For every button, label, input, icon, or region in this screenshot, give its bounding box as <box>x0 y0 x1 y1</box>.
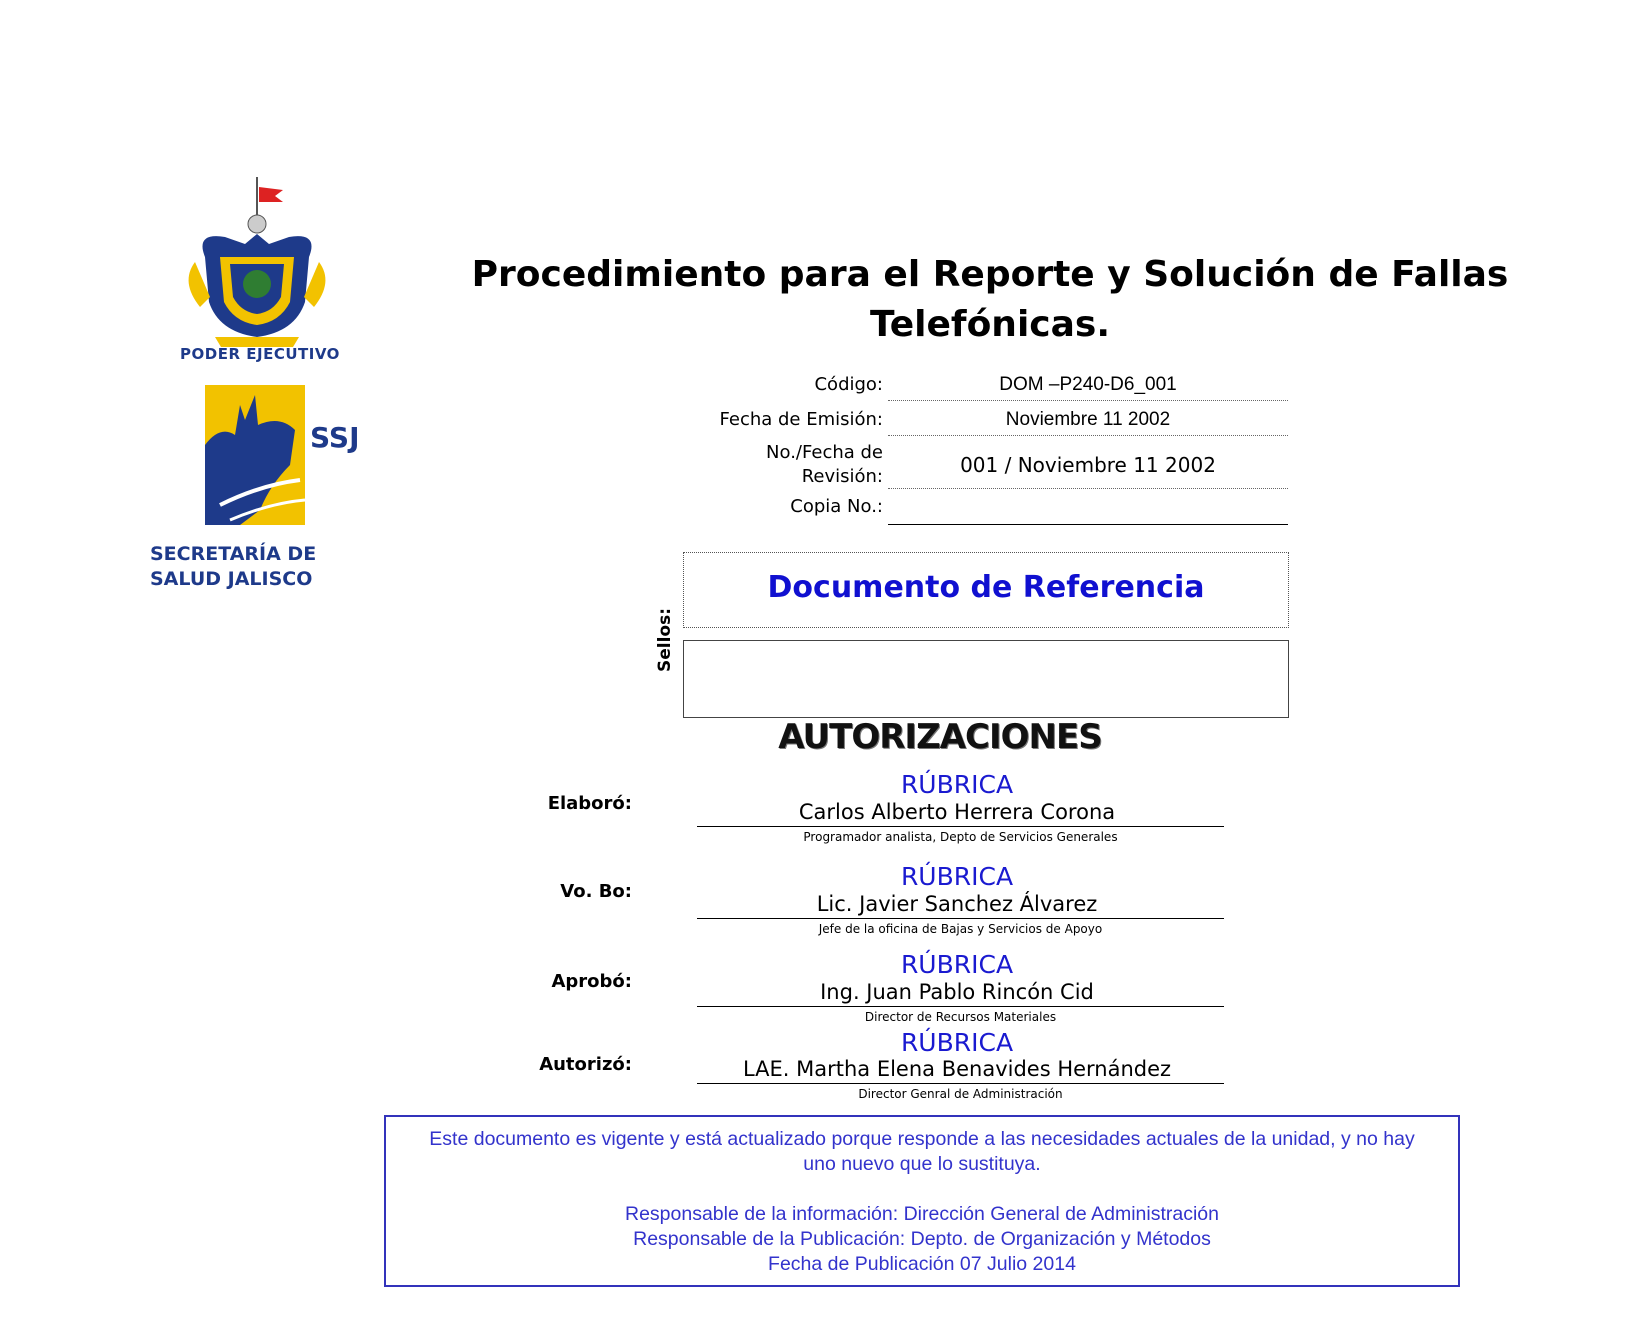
document-title <box>440 250 1540 350</box>
signer-role: Director Genral de Administración <box>858 1087 1063 1101</box>
codigo-value: DOM –P240-D6_001 <box>999 374 1177 395</box>
revision-value: 001 / Noviembre 11 2002 <box>960 453 1216 477</box>
documento-referencia-stamp: Documento de Referencia <box>767 570 1205 605</box>
secretaria-salud-text <box>150 542 350 592</box>
note-responsable-publicacion: Responsable de la Publicación: Depto. de Organización y Métodos <box>633 1228 1211 1250</box>
title-line-1: Procedimiento para el Reporte y Solución de Fallas <box>471 254 1509 295</box>
secretaria-line-2: SALUD JALISCO <box>150 568 313 590</box>
jalisco-coat-of-arms-logo <box>175 172 350 372</box>
revision-label-line-2: Revisión: <box>801 466 883 487</box>
copia-field <box>888 524 1288 525</box>
auth-label: Aprobó: <box>551 971 632 992</box>
emision-value: Noviembre 11 2002 <box>1005 409 1171 430</box>
signature-line <box>697 1083 1224 1084</box>
sellos-label: Sellos: <box>655 607 675 673</box>
signature-line <box>697 918 1224 919</box>
signer-name: LAE. Martha Elena Benavides Hernández <box>742 1057 1172 1081</box>
autorizaciones-heading: AUTORIZACIONES <box>778 717 1102 757</box>
note-responsable-informacion: Responsable de la información: Dirección General de Administración <box>625 1203 1219 1225</box>
signer-role: Programador analista, Depto de Servicios Generales <box>803 830 1118 844</box>
revision-label <box>693 441 883 489</box>
note-vigencia-text: Este documento es vigente y está actualizado porque responde a las necesidades actuales de la unidad, y no hay uno nuevo que lo sustituya. <box>429 1128 1415 1175</box>
emision-underline <box>888 435 1288 436</box>
note-spacer <box>386 1177 1458 1202</box>
rubrica-mark: RÚBRICA <box>900 770 1014 799</box>
signer-name: Carlos Alberto Herrera Corona <box>798 800 1116 824</box>
rubrica-mark: RÚBRICA <box>900 950 1014 979</box>
codigo-label: Código: <box>814 374 883 395</box>
revision-underline <box>888 488 1288 489</box>
rubrica-mark: RÚBRICA <box>900 1028 1014 1057</box>
ssj-logo <box>200 385 370 535</box>
signer-name: Ing. Juan Pablo Rincón Cid <box>820 980 1094 1004</box>
auth-label: Autorizó: <box>539 1054 632 1075</box>
note-fecha-publicacion: Fecha de Publicación 07 Julio 2014 <box>768 1253 1076 1275</box>
copia-label: Copia No.: <box>790 496 883 517</box>
emision-label: Fecha de Emisión: <box>719 409 883 430</box>
signer-name: Lic. Javier Sanchez Álvarez <box>816 892 1098 916</box>
title-line-2: Telefónicas. <box>869 304 1111 345</box>
revision-label-line-1: No./Fecha de <box>766 442 883 463</box>
poder-ejecutivo-text: PODER EJECUTIVO <box>180 345 340 363</box>
rubrica-mark: RÚBRICA <box>900 862 1014 891</box>
stamp-box-empty <box>683 640 1289 718</box>
signer-role: Jefe de la oficina de Bajas y Servicios de Apoyo <box>818 922 1103 936</box>
signature-line <box>697 1006 1224 1007</box>
signature-line <box>697 826 1224 827</box>
auth-label: Vo. Bo: <box>560 881 632 902</box>
auth-label: Elaboró: <box>547 793 632 814</box>
ssj-abbr: SSJ <box>310 421 360 454</box>
signer-role: Director de Recursos Materiales <box>864 1010 1057 1024</box>
codigo-underline <box>888 400 1288 401</box>
secretaria-line-1: SECRETARÍA DE <box>150 543 317 565</box>
vigencia-note-box <box>384 1115 1460 1287</box>
